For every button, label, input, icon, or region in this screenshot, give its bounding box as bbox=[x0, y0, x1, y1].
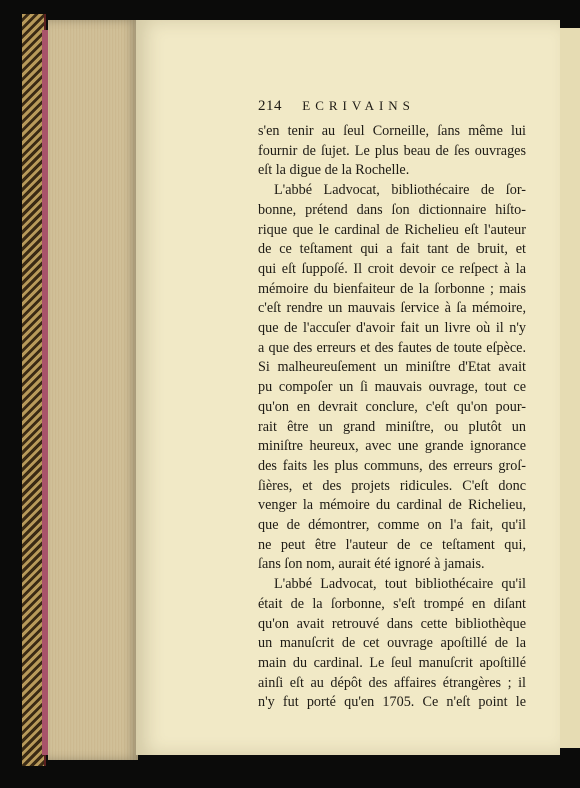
page-edges bbox=[48, 20, 138, 760]
text-line: miniſtre heureux, avec une grande ignorance bbox=[258, 438, 526, 455]
text-line: qu'on avait retrouvé dans cette bibliothèque bbox=[258, 615, 526, 632]
text-line: que de démontrer, comme on l'a fait, qu'il bbox=[258, 517, 526, 534]
text-line: L'abbé Ladvocat, tout bibliothécaire qu'il bbox=[274, 576, 526, 593]
body-text bbox=[258, 122, 526, 713]
text-line: mémoire du bienfaiteur de la ſorbonne ; mais bbox=[258, 280, 526, 297]
text-line: de ce teſtament qui a fait tant de bruit, et bbox=[258, 241, 526, 258]
text-line: n'y fut porté qu'en 1705. Ce n'eſt point le bbox=[258, 694, 526, 711]
text-line: qu'on en devrait conclure, c'eſt qu'on pour- bbox=[258, 398, 526, 415]
text-line: ſans ſon nom, aurait été ignoré à jamais. bbox=[258, 556, 485, 573]
text-line: c'eſt rendre un mauvais ſervice à ſa mémoire, bbox=[258, 300, 526, 317]
text-line: main du cardinal. Le ſeul manuſcrit apoſtillé bbox=[258, 654, 526, 671]
text-line: qui eſt ſuppoſé. Il croit devoir ce reſpect à la bbox=[258, 260, 526, 277]
text-line: que de l'accuſer d'avoir fait un livre où il n'y bbox=[258, 320, 526, 337]
running-title: ECRIVAINS bbox=[302, 98, 415, 113]
page-number: 214 bbox=[258, 98, 282, 114]
text-line: rait être un grand miniſtre, ou plutôt un bbox=[258, 418, 526, 435]
text-line: rique que le cardinal de Richelieu eſt l'auteur bbox=[258, 221, 526, 238]
opposite-page-edge bbox=[560, 28, 580, 748]
page-header bbox=[258, 98, 538, 115]
text-line: pu compoſer un ſi mauvais ouvrage, tout ce bbox=[258, 379, 526, 396]
text-line: ne peut être l'auteur de ce teſtament qui, bbox=[258, 536, 526, 553]
text-line: fournir de ſujet. Le plus beau de ſes ouvrages bbox=[258, 142, 526, 159]
text-line: ainſi eſt au dépôt des affaires étrangères ; il bbox=[258, 674, 526, 691]
text-line: un manuſcrit de cet ouvrage apoſtillé de la bbox=[258, 635, 526, 652]
text-line: a que des erreurs et des fautes de toute eſpèce. bbox=[258, 339, 526, 356]
text-line: venger la mémoire du cardinal de Richelieu, bbox=[258, 497, 526, 514]
text-line: des faits les plus communs, des erreurs groſ- bbox=[258, 457, 526, 474]
text-line: était de la ſorbonne, s'eſt trompé en diſant bbox=[258, 595, 526, 612]
text-line: Si malheureuſement un miniſtre d'Etat avait bbox=[258, 359, 526, 376]
text-line: eſt la digue de la Rochelle. bbox=[258, 162, 410, 179]
text-line: L'abbé Ladvocat, bibliothécaire de ſor- bbox=[274, 182, 526, 199]
text-line: ſières, et des projets ridicules. C'eſt donc bbox=[258, 477, 526, 494]
text-line: bonne, prétend dans ſon dictionnaire hiſto- bbox=[258, 201, 526, 218]
text-line: s'en tenir au ſeul Corneille, ſans même lui bbox=[258, 123, 526, 139]
